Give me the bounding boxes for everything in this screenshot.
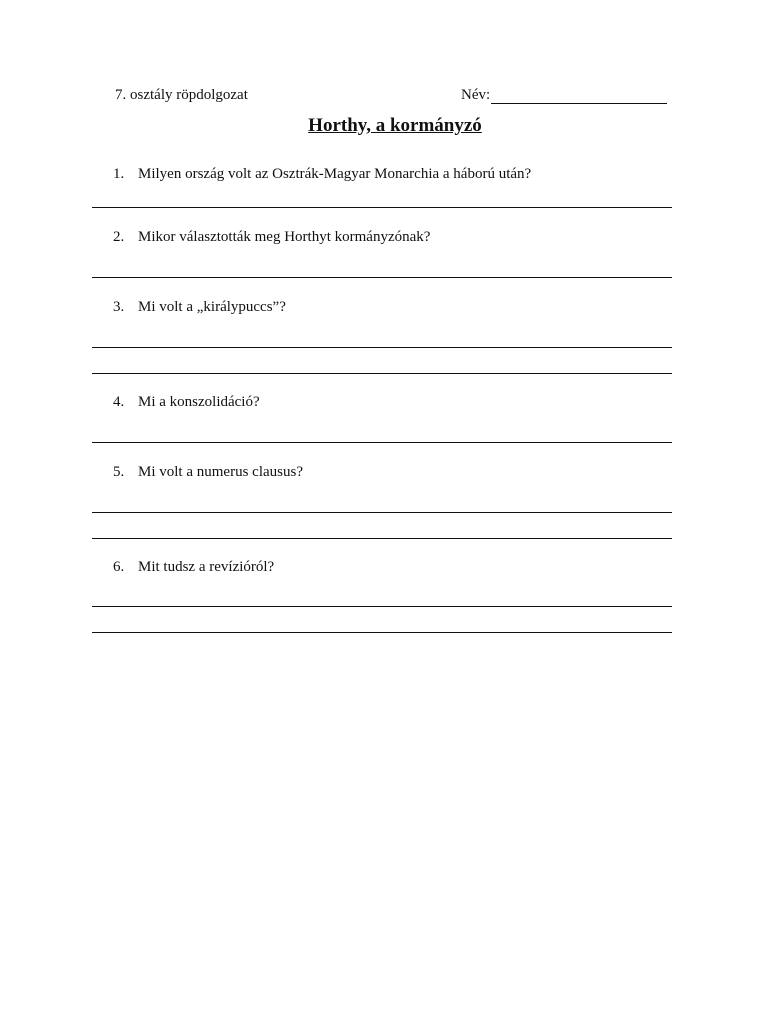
question-text: Mi a konszolidáció? [138,394,260,410]
question-number: 4. [113,394,125,410]
answer-line [92,606,672,607]
name-field [461,86,667,104]
question-number: 3. [113,299,125,315]
question-5 [113,463,303,481]
question-6 [113,558,274,576]
answer-line [92,277,672,278]
answer-line [92,207,672,208]
answer-line [92,538,672,539]
name-label: Név: [461,87,491,103]
question-1 [113,165,531,183]
question-4 [113,393,260,411]
answer-line [92,632,672,633]
answer-line [92,442,672,443]
question-3 [113,298,286,316]
question-text: Mi volt a „királypuccs”? [138,299,286,315]
question-number: 1. [113,166,125,182]
question-number: 5. [113,464,125,480]
answer-line [92,512,672,513]
worksheet-title: Horthy, a kormányzó [308,115,482,136]
answer-line [92,373,672,374]
question-text: Milyen ország volt az Osztrák-Magyar Monarchia a háború után? [138,166,532,182]
question-number: 6. [113,559,125,575]
question-2 [113,228,430,246]
question-text: Mikor választották meg Horthyt kormányzónak? [138,229,431,245]
name-blank-line [491,89,667,104]
answer-line [92,347,672,348]
class-label: 7. osztály röpdolgozat [115,87,248,103]
question-text: Mi volt a numerus clausus? [138,464,303,480]
question-text: Mit tudsz a revízióról? [138,559,275,575]
question-number: 2. [113,229,125,245]
